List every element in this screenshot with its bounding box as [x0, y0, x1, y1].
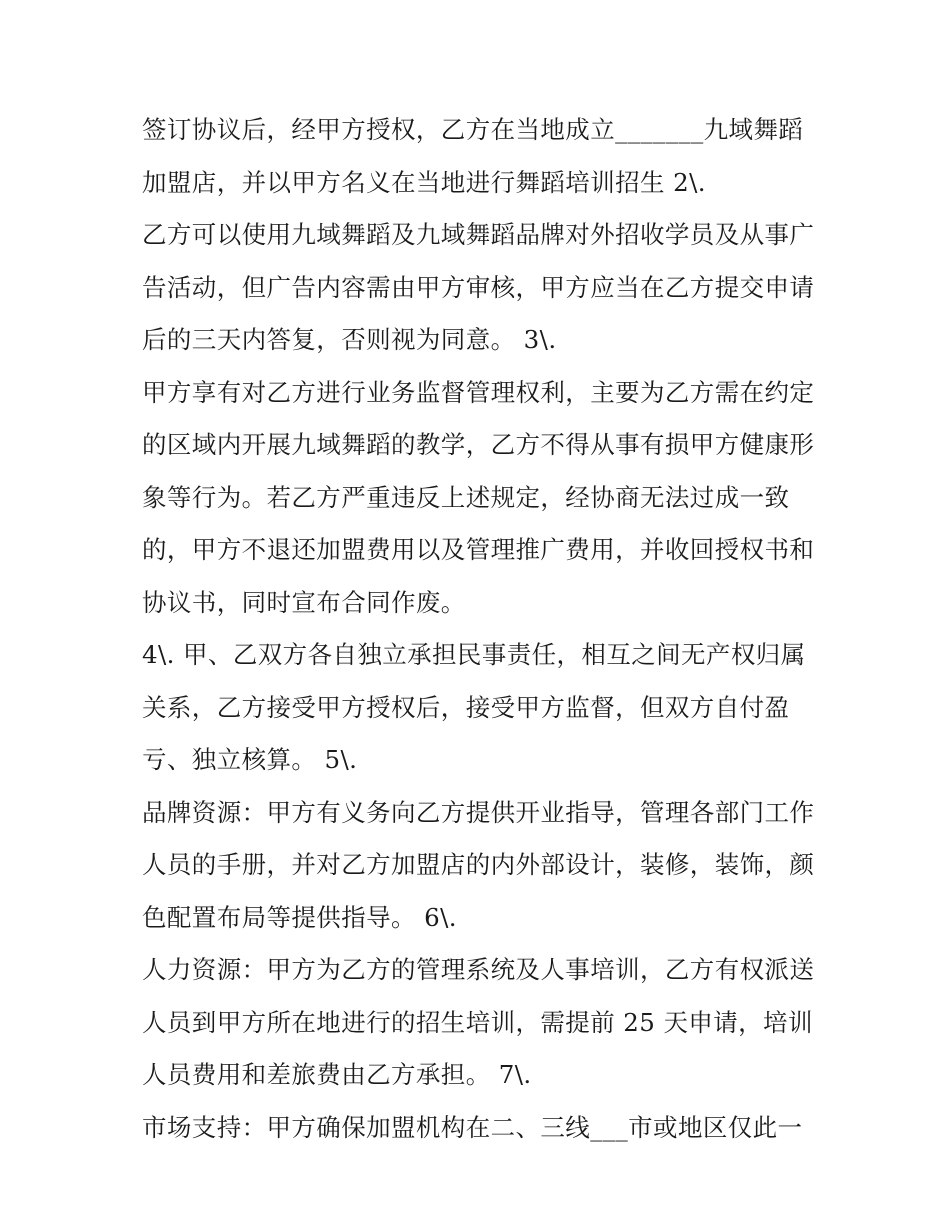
- text-line: 品牌资源：甲方有义务向乙方提供开业指导，管理各部门工作: [142, 797, 815, 827]
- text-line: 人员费用和差旅费由乙方承担。 7\.: [142, 1060, 532, 1089]
- text-line: 加盟店，并以甲方名义在当地进行舞蹈培训招生 2\.: [142, 167, 706, 197]
- text-line: 色配置布局等提供指导。 6\.: [142, 902, 457, 932]
- text-line: 亏、独立核算。 5\.: [142, 745, 358, 774]
- text-line: 关系，乙方接受甲方授权后，接受甲方监督，但双方自付盈: [142, 692, 790, 722]
- text-line: 市场支持：甲方确保加盟机构在二、三线___市或地区仅此一: [142, 1112, 803, 1142]
- text-line: 乙方可以使用九域舞蹈及九域舞蹈品牌对外招收学员及从事广: [142, 220, 815, 249]
- text-line: 的，甲方不退还加盟费用以及管理推广费用，并收回授权书和: [142, 535, 815, 564]
- text-line: 的区域内开展九域舞蹈的教学，乙方不得从事有损甲方健康形: [142, 430, 815, 459]
- text-line: 协议书，同时宣布合同作废。: [142, 587, 466, 617]
- text-line: 人力资源：甲方为乙方的管理系统及人事培训，乙方有权派送: [142, 955, 815, 984]
- text-line: 人员到甲方所在地进行的招生培训，需提前 25 天申请，培训: [142, 1007, 813, 1037]
- text-line: 象等行为。若乙方严重违反上述规定，经协商无法过成一致: [142, 482, 790, 512]
- document-body: [142, 104, 822, 1154]
- text-line: 告活动，但广告内容需由甲方审核，甲方应当在乙方提交申请: [142, 272, 815, 302]
- text-line: 后的三天内答复，否则视为同意。 3\.: [142, 325, 557, 354]
- text-line: 甲方享有对乙方进行业务监督管理权利，主要为乙方需在约定: [142, 377, 815, 407]
- text-line: 人员的手册，并对乙方加盟店的内外部设计，装修，装饰，颜: [142, 850, 815, 879]
- text-line: 签订协议后，经甲方授权，乙方在当地成立_______九域舞蹈: [142, 115, 804, 144]
- text-line: 4\. 甲、乙双方各自独立承担民事责任，相互之间无产权归属: [142, 640, 806, 669]
